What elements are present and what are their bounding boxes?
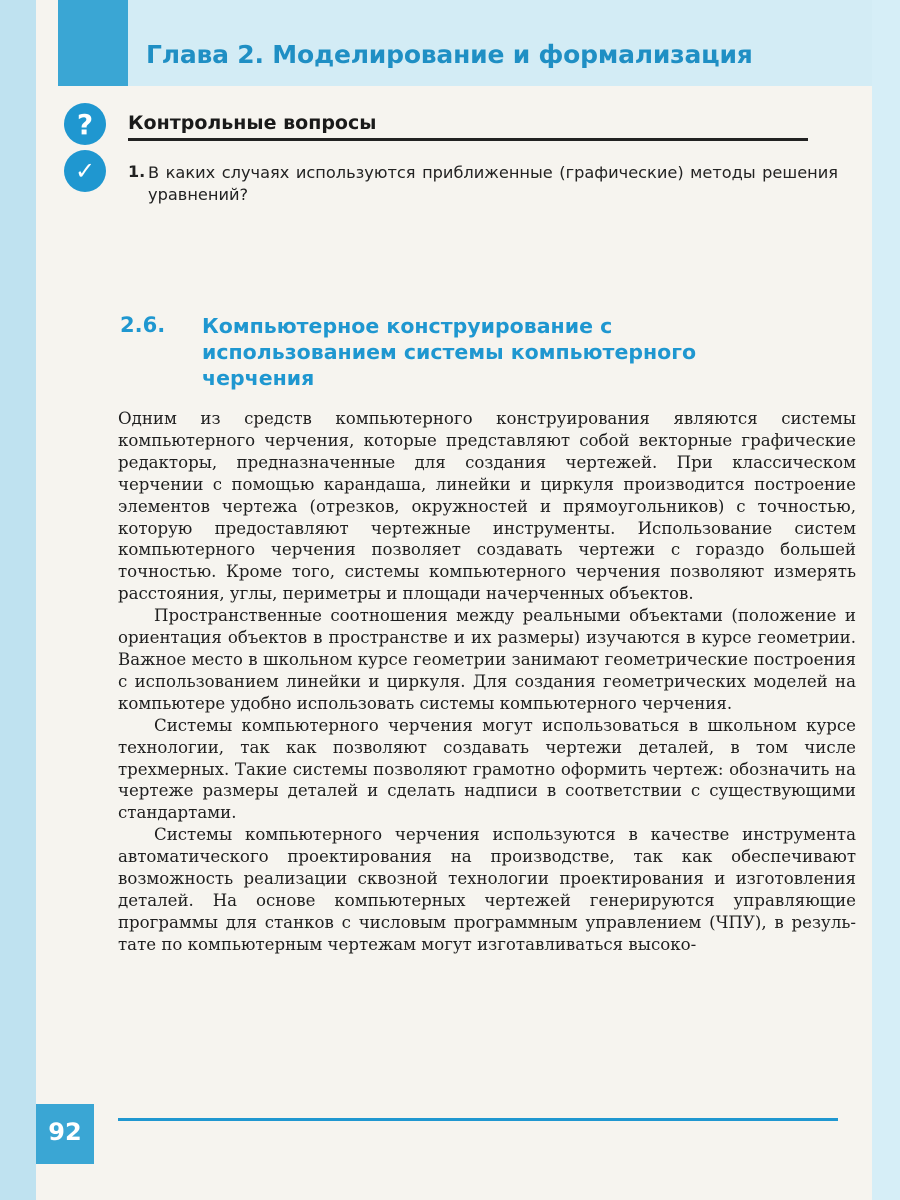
check-icon: ✓: [64, 150, 106, 192]
page-margin-strip-left: [0, 0, 36, 1200]
question-number: 1.: [128, 162, 146, 181]
paragraph: Системы компьютерного черчения используются в качестве инструмента автоматического проектирования на производстве, так как обеспечивают возможность реализации сквозной технологии проектирования и изготовления деталей. На основе компьютерных чертежей генерируются управляющие программы для станков с числовым программным управлением (ЧПУ), в результате по компьютерным чертежам могут изготавливаться высоко-: [118, 825, 856, 954]
footer-rule: [118, 1118, 838, 1121]
paragraph: Одним из средств компьютерного конструирования являются системы компьютерного черчения, которые представляют собой векторные графические редакторы, предназначенные для создания чертежей. При классическом черчении с помощью карандаша, линейки и циркуля производится построение элементов чертежа (отрезков, окружностей и прямоугольников) с точностью, которую предоставляют чертежные инструменты. Использование систем компьютерного черчения позволяет создавать чертежи с гораздо большей точностью. Кроме того, системы компьютерного черчения позволяют измерять расстояния, углы, периметры и площади начерченных объектов.: [118, 409, 856, 604]
page-number: 92: [48, 1118, 82, 1146]
paragraph: Системы компьютерного черчения могут использоваться в школьном курсе технологии, так как позволяют создавать чертежи деталей, в том числе трехмерных. Такие системы позволяют грамотно оформить чертеж: обозначить на чертеже размеры деталей и сделать надписи в соответствии с существующими стандартами.: [118, 715, 856, 823]
question-icon: ?: [64, 103, 106, 145]
chapter-title: Глава 2. Моделирование и формализация: [146, 40, 753, 69]
control-questions-rule: [128, 138, 808, 141]
paragraph: Пространственные соотношения между реальными объектами (положение и ориентация объектов в пространстве и их размеры) изучаются в курсе геометрии. Важное место в школьном курсе геометрии занимают геометрические построения с использованием линейки и циркуля. Для создания геометрических моделей на компьютере удобно использовать системы компьютерного черчения.: [118, 606, 856, 713]
control-questions-heading: Контрольные вопросы: [128, 112, 377, 134]
page-margin-strip-right: [872, 0, 900, 1200]
section-number: 2.6.: [120, 313, 166, 337]
question-text: В каких случаях используются приближенные (графические) методы решения уравнений?: [148, 163, 838, 204]
chapter-header-tab: [58, 0, 128, 86]
section-title: Компьютерное конструирование с использованием системы компьютерного черчения: [202, 314, 697, 390]
body-text: [118, 408, 856, 956]
